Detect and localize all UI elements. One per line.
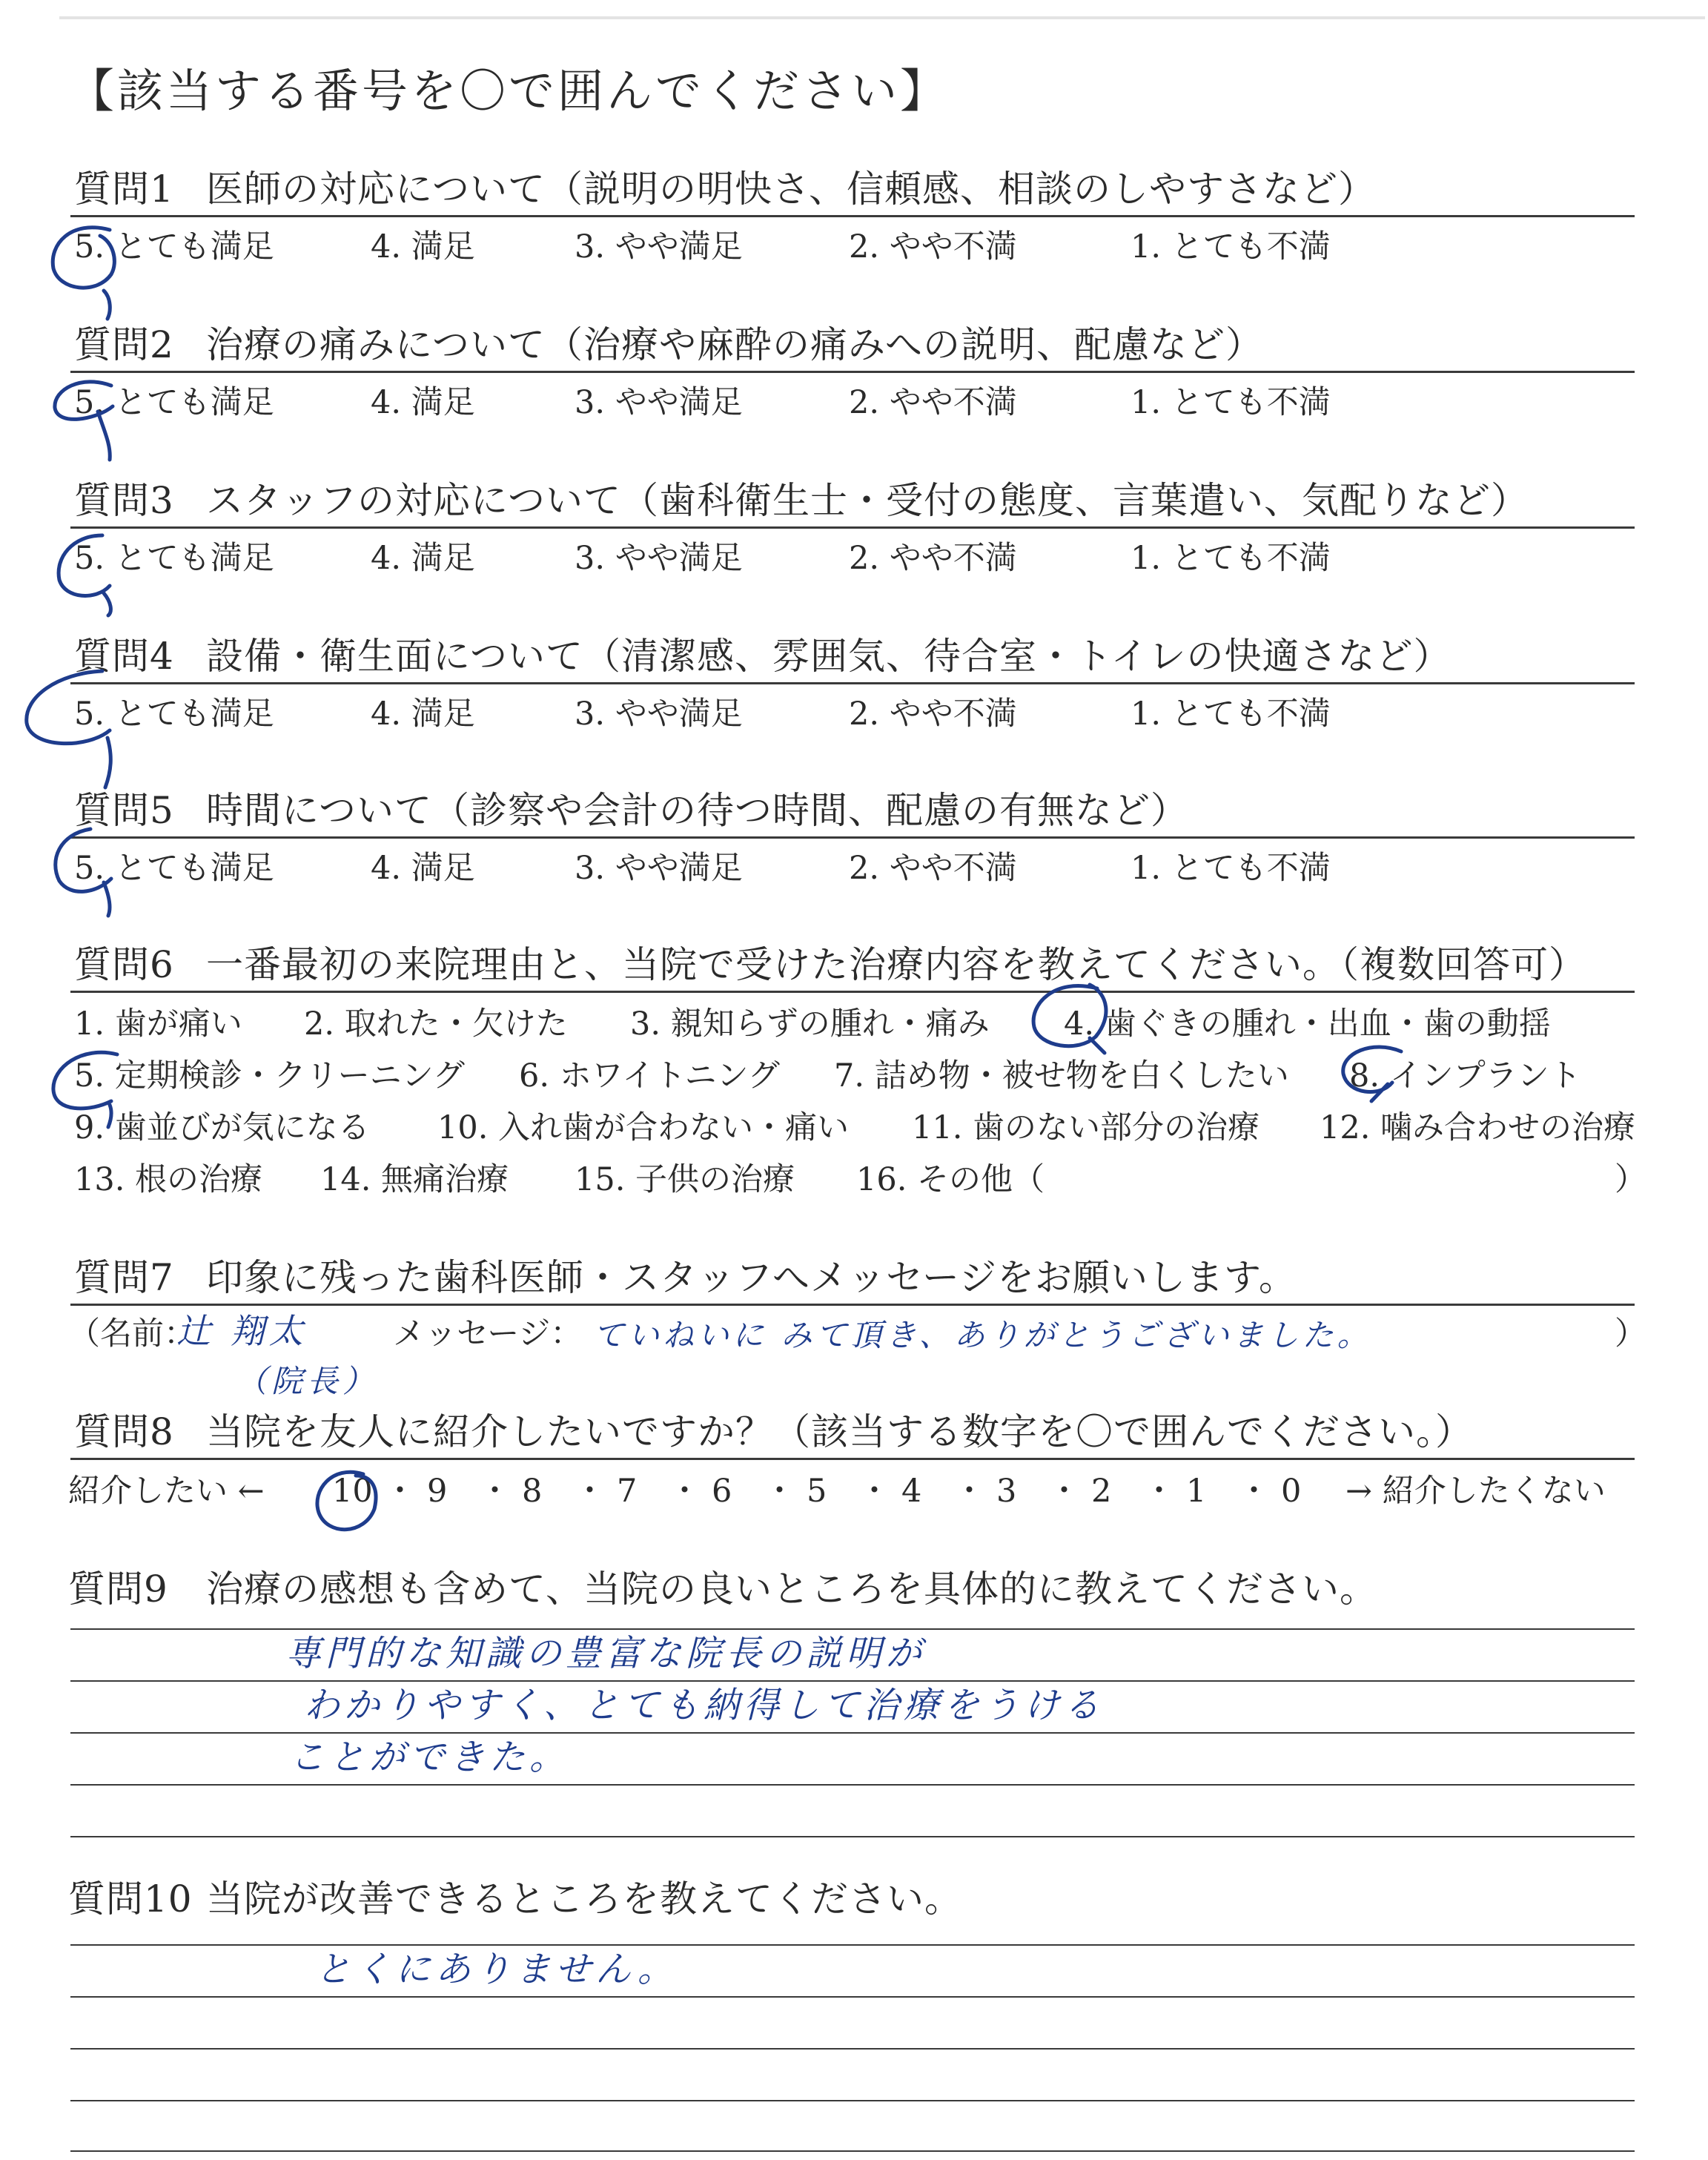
- q8-scale-1[interactable]: 1: [1186, 1473, 1207, 1510]
- q6-option-16[interactable]: 16. その他（: [856, 1161, 1045, 1198]
- q3-selection-circle: [59, 535, 110, 615]
- q4-option-5[interactable]: 5. とても満足: [74, 696, 274, 733]
- q6-option-4-circle: [1033, 985, 1106, 1053]
- q2-option-4[interactable]: 4. 満足: [371, 384, 475, 421]
- question-3-text: スタッフの対応について（歯科衛生士・受付の態度、言葉遣い、気配りなど）: [206, 479, 1529, 522]
- question-7-text: 印象に残った歯科医師・スタッフへメッセージをお願いします。: [206, 1256, 1297, 1299]
- q4-option-1[interactable]: 1. とても不満: [1131, 696, 1331, 733]
- q10-answer-line-1[interactable]: とくにありません。: [315, 1949, 678, 1990]
- q3-option-1[interactable]: 1. とても不満: [1131, 540, 1331, 577]
- q6-option-14[interactable]: 14. 無痛治療: [320, 1161, 509, 1198]
- question-9-text: 治療の感想も含めて、当院の良いところを具体的に教えてください。: [206, 1568, 1377, 1611]
- question-4-text: 設備・衛生面について（清潔感、雰囲気、待合室・トイレの快適さなど）: [206, 635, 1452, 678]
- q6-option-5-circle: [53, 1052, 117, 1127]
- q4-option-3[interactable]: 3. やや満足: [575, 696, 743, 733]
- question-8-label: 質問8: [74, 1410, 174, 1453]
- q8-scale-separator: ・: [764, 1473, 795, 1510]
- q6-option-13[interactable]: 13. 根の治療: [74, 1161, 263, 1198]
- q7-message-value[interactable]: ていねいに みて頂き、ありがとうございました。: [593, 1317, 1372, 1353]
- q6-option-2[interactable]: 2. 取れた・欠けた: [304, 1005, 568, 1043]
- q8-scale-5[interactable]: 5: [807, 1473, 827, 1510]
- question-7-label: 質問7: [74, 1256, 174, 1299]
- q8-scale-3[interactable]: 3: [996, 1473, 1017, 1510]
- q1-option-4[interactable]: 4. 満足: [371, 228, 475, 265]
- q6-close-paren: ）: [1615, 1161, 1646, 1198]
- q1-option-3[interactable]: 3. やや満足: [575, 228, 743, 265]
- q8-scale-separator: ・: [1048, 1473, 1080, 1510]
- question-8-text: 当院を友人に紹介したいですか？（該当する数字を〇で囲んでください。）: [206, 1410, 1473, 1453]
- q6-option-7[interactable]: 7. 詰め物・被せ物を白くしたい: [834, 1057, 1289, 1094]
- q8-selection-circle: [317, 1472, 376, 1529]
- question-6-text: 一番最初の来院理由と、当院で受けた治療内容を教えてください。（複数回答可）: [206, 943, 1586, 986]
- q5-option-4[interactable]: 4. 満足: [371, 850, 475, 887]
- q8-scale-separator: ・: [953, 1473, 985, 1510]
- q7-name-value-2: （院長）: [236, 1363, 379, 1399]
- question-3-label: 質問3: [74, 479, 174, 522]
- q8-right-label: → 紹介したくない: [1345, 1473, 1606, 1510]
- q5-option-5[interactable]: 5. とても満足: [74, 850, 274, 887]
- q6-option-15[interactable]: 15. 子供の治療: [575, 1161, 795, 1198]
- q8-scale-separator: ・: [574, 1473, 606, 1510]
- q8-scale-2[interactable]: 2: [1091, 1473, 1112, 1510]
- q6-option-6[interactable]: 6. ホワイトニング: [519, 1057, 780, 1094]
- q1-selection-circle: [53, 228, 114, 319]
- q9-answer-line-1[interactable]: 専門的な知識の豊富な院長の説明が: [285, 1633, 927, 1674]
- question-4-label: 質問4: [74, 635, 174, 678]
- q5-option-1[interactable]: 1. とても不満: [1131, 850, 1331, 887]
- question-9-label: 質問9: [68, 1568, 168, 1611]
- q8-scale-0[interactable]: 0: [1281, 1473, 1302, 1510]
- q7-message-label: メッセージ：: [393, 1315, 583, 1353]
- q2-selection-circle: [55, 382, 113, 460]
- q8-scale-separator: ・: [858, 1473, 890, 1510]
- q3-option-5[interactable]: 5. とても満足: [74, 540, 274, 577]
- q5-option-2[interactable]: 2. やや不満: [849, 850, 1017, 887]
- page-title: 【該当する番号を〇で囲んでください】: [68, 64, 950, 118]
- question-5-label: 質問5: [74, 789, 174, 832]
- q3-option-3[interactable]: 3. やや満足: [575, 540, 743, 577]
- q8-scale-7[interactable]: 7: [617, 1473, 638, 1510]
- q6-option-4[interactable]: 4. 歯ぐきの腫れ・出血・歯の動揺: [1064, 1005, 1551, 1043]
- q6-option-8[interactable]: 8. インプラント: [1349, 1057, 1581, 1094]
- question-1-text: 医師の対応について（説明の明快さ、信頼感、相談のしやすさなど）: [206, 168, 1376, 211]
- q8-left-label: 紹介したい ←: [68, 1473, 265, 1510]
- q8-scale-separator: ・: [1238, 1473, 1270, 1510]
- q8-scale-separator: ・: [479, 1473, 511, 1510]
- q8-scale-8[interactable]: 8: [522, 1473, 543, 1510]
- q6-option-3[interactable]: 3. 親知らずの腫れ・痛み: [630, 1005, 990, 1043]
- q6-option-1[interactable]: 1. 歯が痛い: [74, 1005, 242, 1043]
- question-5-text: 時間について（診察や会計の待つ時間、配慮の有無など）: [206, 789, 1188, 832]
- q3-option-2[interactable]: 2. やや不満: [849, 540, 1017, 577]
- q4-option-4[interactable]: 4. 満足: [371, 696, 475, 733]
- q9-answer-line-3[interactable]: ことができた。: [289, 1737, 570, 1778]
- q3-option-4[interactable]: 4. 満足: [371, 540, 475, 577]
- q7-name-label: （名前：: [68, 1315, 196, 1353]
- q2-option-2[interactable]: 2. やや不満: [849, 384, 1017, 421]
- q9-answer-line-2[interactable]: わかりやすく、とても納得して治療をうける: [304, 1685, 1105, 1726]
- q8-scale-6[interactable]: 6: [712, 1473, 732, 1510]
- q1-option-2[interactable]: 2. やや不満: [849, 228, 1017, 265]
- q7-name-value[interactable]: 辻 翔太: [176, 1311, 308, 1351]
- question-2-text: 治療の痛みについて（治療や麻酔の痛みへの説明、配慮など）: [206, 323, 1263, 366]
- q8-scale-10[interactable]: 10: [332, 1473, 373, 1510]
- q2-option-1[interactable]: 1. とても不満: [1131, 384, 1331, 421]
- question-10-text: 当院が改善できるところを教えてください。: [206, 1877, 962, 1920]
- q8-scale-separator: ・: [384, 1473, 416, 1510]
- q7-close-paren: ）: [1615, 1315, 1646, 1353]
- q2-option-3[interactable]: 3. やや満足: [575, 384, 743, 421]
- q8-scale-9[interactable]: 9: [427, 1473, 448, 1510]
- q6-option-5[interactable]: 5. 定期検診・クリーニング: [74, 1057, 465, 1094]
- q6-option-9[interactable]: 9. 歯並びが気になる: [74, 1109, 370, 1146]
- q8-scale-4[interactable]: 4: [901, 1473, 922, 1510]
- q6-option-8-circle: [1343, 1047, 1401, 1101]
- question-2-label: 質問2: [74, 323, 174, 366]
- q5-option-3[interactable]: 3. やや満足: [575, 850, 743, 887]
- question-1-label: 質問1: [74, 168, 174, 211]
- question-6-label: 質問6: [74, 943, 174, 986]
- q6-option-10[interactable]: 10. 入れ歯が合わない・痛い: [437, 1109, 850, 1146]
- q2-option-5[interactable]: 5. とても満足: [74, 384, 274, 421]
- q6-option-12[interactable]: 12. 噛み合わせの治療: [1320, 1109, 1636, 1146]
- q4-option-2[interactable]: 2. やや不満: [849, 696, 1017, 733]
- q5-selection-circle: [56, 829, 111, 916]
- q1-option-1[interactable]: 1. とても不満: [1131, 228, 1331, 265]
- question-10-label: 質問10: [68, 1877, 193, 1920]
- q4-selection-circle: [27, 671, 111, 787]
- q6-option-11[interactable]: 11. 歯のない部分の治療: [912, 1109, 1260, 1146]
- q8-scale-separator: ・: [1143, 1473, 1175, 1510]
- q8-scale-separator: ・: [669, 1473, 701, 1510]
- q1-option-5[interactable]: 5. とても満足: [74, 228, 274, 265]
